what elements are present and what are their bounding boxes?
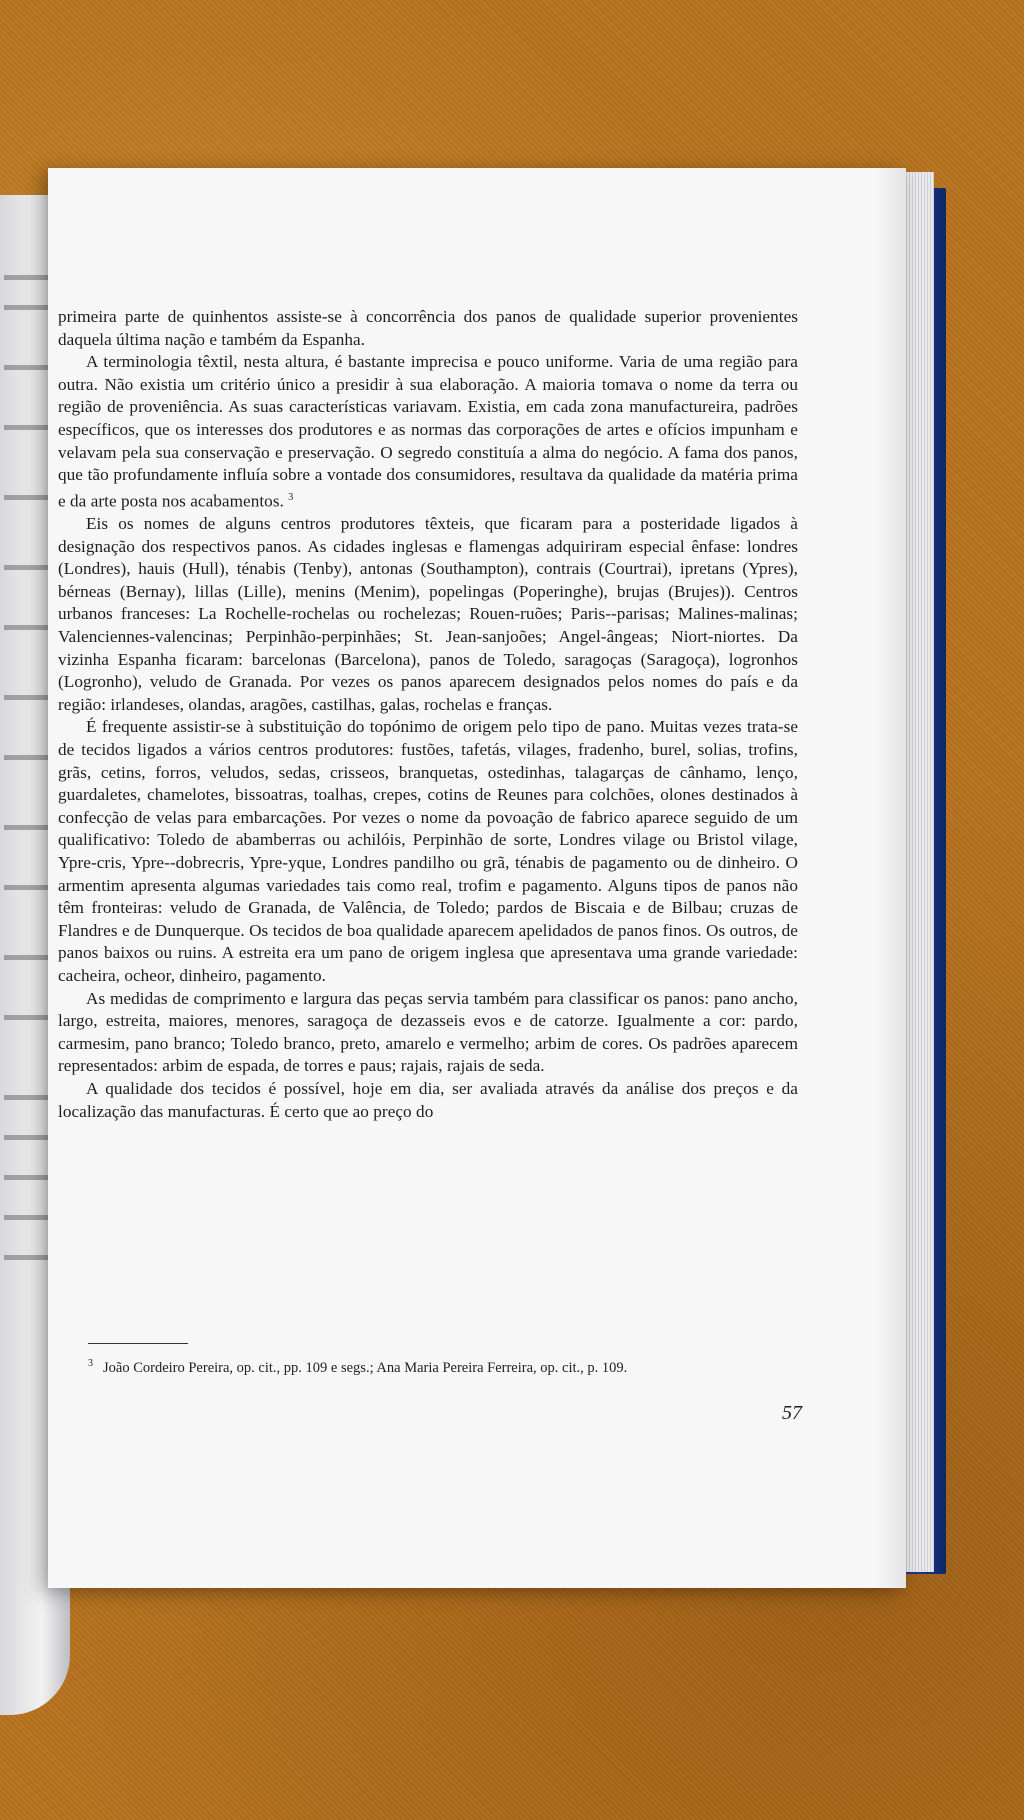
- paragraph: Eis os nomes de alguns centros produtores têxteis, que ficaram para a posteridade ligados à designação dos respectivos panos. As cidades inglesas e flamengas adquiriram especial ênfase: londres (Londres), hauis (Hull), ténabis (Tenby), antonas (Southampton), contrais (Courtrai), ipretans (Ypres), bérneas (Bernay), lillas (Lille), menins (Menim), popelingas (Poperinghe), brujas (Brujes)). Centros urbanos franceses: La Rochelle-rochelas ou rochelezas; Rouen-ruões; Paris--parisas; Malines-malinas; Valenciennes-valencinas; Perpinhão-perpinhães; St. Jean-sanjoões; Angel-ângeas; Niort-niortes. Da vizinha Espanha ficaram: barcelonas (Barcelona), panos de Toledo, saragoças (Saragoça), logronhos (Logronho), veludo de Granada. Por vezes os panos aparecem designados pelos nomes do país e da região: irlandeses, olandas, aragões, castilhas, galas, rochelas e franças.: [58, 514, 798, 714]
- footnote-number: 3: [88, 1358, 93, 1369]
- footnote-marker: 3: [288, 491, 294, 503]
- book-page: [48, 168, 906, 1588]
- page-shadow: [876, 168, 906, 1588]
- paragraph: A terminologia têxtil, nesta altura, é bastante imprecisa e pouco uniforme. Varia de uma região para outra. Não existia um critério único a presidir à sua elaboração. A maioria tomava o nome da terra ou região de proveniência. As suas características variavam. Existia, em cada zona manufactureira, padrões específicos, que os interesses dos produtores e as normas das corporações de artes e ofícios impunham e velavam pela sua conservação e preservação. O segredo constituía a alma do negócio. A fama dos panos, que tão profundamente influía sobre a vontade dos consumidores, resultava da qualidade da matéria prima e da arte posta nos acabamentos. $^3$: [58, 352, 798, 511]
- paragraph: As medidas de comprimento e largura das peças servia também para classificar os panos: pano ancho, largo, estreita, maiores, menores, saragoça de dezasseis evos e de catorze. Igualmente a cor: pardo, carmesim, pano branco; Toledo branco, preto, amarelo e vermelho; arbim de cores. Os padrões aparecem representados: arbim de espada, de torres e paus; rajais, rajais de seda.: [58, 988, 798, 1076]
- footnote-text: João Cordeiro Pereira, op. cit., pp. 109 e segs.; Ana Maria Pereira Ferreira, op. cit., p. 109.: [103, 1359, 628, 1376]
- paragraph: É frequente assistir-se à substituição do topónimo de origem pelo tipo de pano. Muitas vezes trata-se de tecidos ligados a vários centros produtores: fustões, tafetás, vilages, fradenho, burel, solias, trofins, grãs, cetins, forros, veludos, sedas, crisseos, branquetas, ostedinhas, talagarças de cânhamo, lenço, guardaletes, chamelotes, bissoatras, toalhas, crepes, cotins de Reunes para colchões, olones destinados à confecção de velas para embarcações. Por vezes o nome da povoação de fabrico aparece seguido de um qualificativo: Toledo de abamberras ou achilóis, Perpinhão de sorte, Londres vilage ou Bristol vilage, Ypre-cris, Ypre--dobrecris, Ypre-yque, Londres pandilho ou grã, ténabis de pagamento ou de dinheiro. O armentim apresenta algumas variedades tais como real, trofim e pagamento. Alguns tipos de panos não têm fronteiras: veludo de Granada, de Valência, de Toledo; pardos de Biscaia e de Bilbau; cruzas de Flandres e de Dunquerque. Os tecidos de boa qualidade aparecem apelidados de panos finos. Os outros, de panos baixos ou ruins. A estreita era um pano de origem inglesa que apresentava uma grande variedade: cacheira, ocheor, dinheiro, pagamento.: [58, 717, 798, 985]
- footnote: [88, 1354, 828, 1378]
- page-number: 57: [782, 1402, 802, 1424]
- paragraph: A qualidade dos tecidos é possível, hoje em dia, ser avaliada através da análise dos preços e da localização das manufacturas. É certo que ao preço do: [58, 1078, 798, 1121]
- footnote-divider: [88, 1343, 188, 1344]
- body-text: [58, 306, 798, 1123]
- paragraph: primeira parte de quinhentos assiste-se à concorrência dos panos de qualidade superior provenientes daquela última nação e também da Espanha.: [58, 307, 798, 349]
